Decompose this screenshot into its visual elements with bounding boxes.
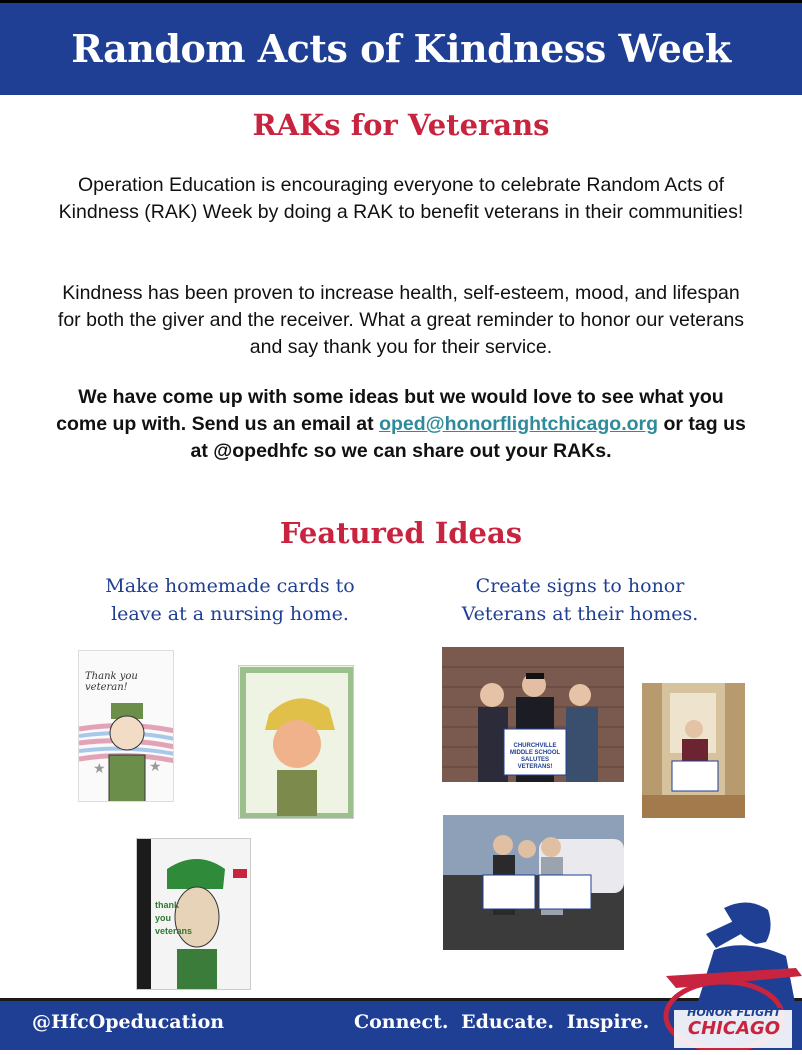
social-handle-link[interactable]: @HfcOpeducation xyxy=(32,1011,225,1033)
featured-ideas-title: Featured Ideas xyxy=(279,516,523,550)
cta-text-after: or tag us at @opedhfc so we can share out your RAKs. xyxy=(190,413,746,462)
sign-line: MIDDLE SCHOOL xyxy=(509,750,561,756)
sign-line: CHURCHVILLE xyxy=(513,743,557,749)
sign-text xyxy=(504,743,566,771)
veteran-hallway-photo xyxy=(642,683,745,818)
idea-line: Create signs to honor xyxy=(475,575,685,597)
intro-paragraph-1: Operation Education is encouraging everyone to celebrate Random Acts of Kindness (RAK) Week by doing a RAK to benefit veterans in their communities! xyxy=(58,174,744,223)
logo-text xyxy=(670,1006,798,1039)
honor-flight-chicago-logo xyxy=(656,898,802,1050)
logo-line-2: CHICAGO xyxy=(687,1018,781,1039)
card-illustration xyxy=(239,666,354,819)
students-with-signs-photo xyxy=(443,815,624,950)
idea-cards-caption xyxy=(55,572,405,628)
kids-card-drawing-3 xyxy=(136,838,251,990)
section-subtitle: RAKs for Veterans xyxy=(252,108,550,142)
card-caption-text: thank you veterans xyxy=(155,900,193,936)
page-title: Random Acts of Kindness Week xyxy=(71,26,731,71)
photo-illustration xyxy=(443,815,624,950)
cta-text-before: We have come up with some ideas but we would love to see what you come up with. Send us an email at xyxy=(56,386,724,435)
logo-line-1: HONOR FLIGHT xyxy=(687,1006,781,1019)
idea-line: Veterans at their homes. xyxy=(461,603,699,625)
kids-card-drawing-1 xyxy=(78,650,174,802)
svg-text:★: ★ xyxy=(149,758,162,774)
card-caption-text: Thank you veteran! xyxy=(85,671,138,693)
veteran-family-photo xyxy=(442,647,624,782)
kids-card-drawing-2 xyxy=(238,665,354,819)
email-link[interactable]: oped@honorflightchicago.org xyxy=(379,413,659,435)
idea-signs-caption xyxy=(420,572,740,628)
idea-line: Make homemade cards to xyxy=(105,575,355,597)
footer-tagline: Connect. Educate. Inspire. xyxy=(354,1011,650,1033)
call-to-action-paragraph xyxy=(55,384,747,465)
intro-paragraph-2: Kindness has been proven to increase health, self-esteem, mood, and lifespan for both the giver and the receiver. What a great reminder to honor our veterans and say thank you for their service. xyxy=(57,282,745,358)
svg-text:★: ★ xyxy=(93,760,106,776)
sign-line: SALUTES VETERANS! xyxy=(517,757,553,770)
idea-line: leave at a nursing home. xyxy=(111,603,349,625)
photo-illustration xyxy=(642,683,745,818)
header-banner xyxy=(0,0,802,95)
